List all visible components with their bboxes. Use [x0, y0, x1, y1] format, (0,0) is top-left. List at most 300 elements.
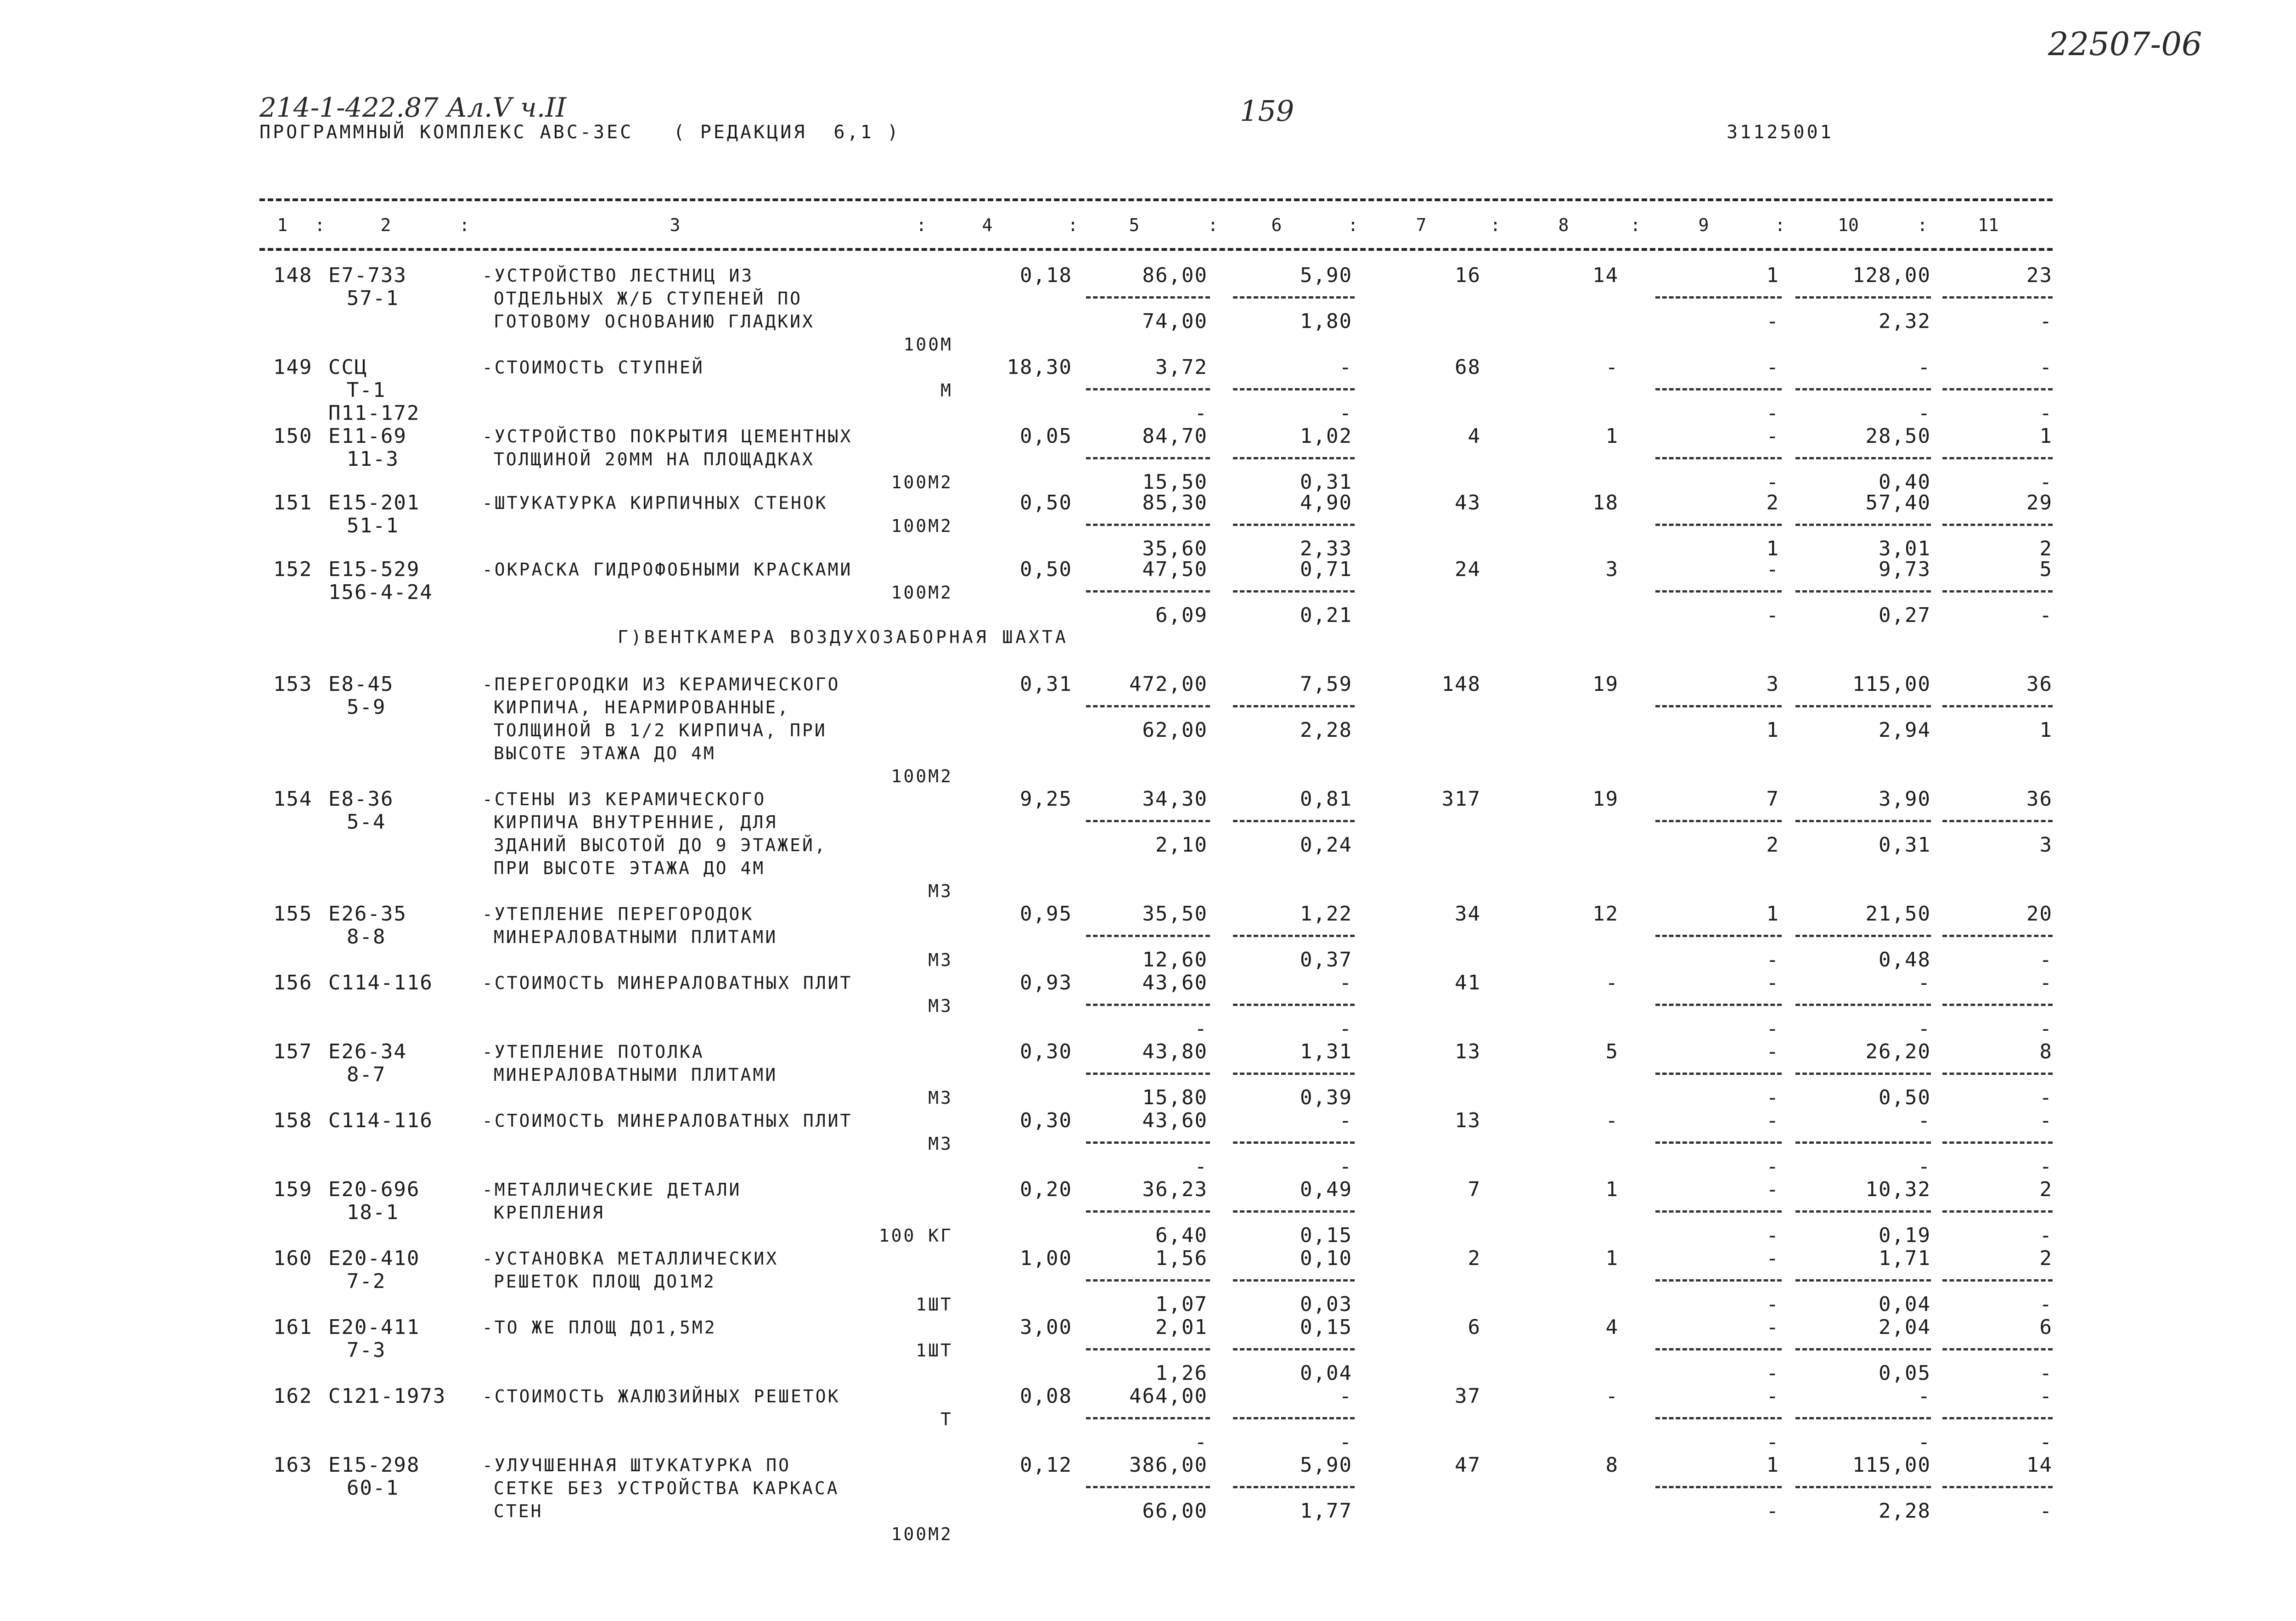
col9-value: -: [1766, 1040, 1779, 1063]
col6-sub-value: 0,15: [1300, 1224, 1352, 1247]
col4-quantity: 0,30: [1020, 1040, 1072, 1063]
col9-value: -: [1766, 1316, 1779, 1339]
col4-quantity: 1,00: [1020, 1247, 1072, 1270]
column-separator: :: [315, 215, 325, 235]
subtotal-dash-line: [1655, 935, 1782, 937]
col7-value: 24: [1455, 558, 1481, 581]
norm-code: 51-1: [347, 514, 399, 537]
subtotal-dash-line: [1942, 524, 2053, 526]
work-description: -СТОИМОСТЬ СТУПНЕЙ: [482, 357, 704, 378]
subtotal-dash-line: [1086, 457, 1210, 459]
work-description: МИНЕРАЛОВАТНЫМИ ПЛИТАМИ: [494, 927, 778, 947]
col6-sub-value: 2,33: [1300, 537, 1352, 560]
col11-sub-value: -: [2039, 1155, 2053, 1178]
work-description: -ТО ЖЕ ПЛОЩ ДО1,5М2: [482, 1317, 717, 1338]
subtotal-dash-line: [1086, 1004, 1210, 1006]
subtotal-dash-line: [1655, 1486, 1782, 1488]
col9-value: 3: [1766, 672, 1779, 696]
col10-sub-value: 0,48: [1879, 948, 1931, 971]
col11-value: 6: [2039, 1316, 2053, 1339]
subtotal-dash-line: [1942, 1417, 2053, 1419]
col8-value: 5: [1605, 1040, 1619, 1063]
subtotal-dash-line: [1655, 1348, 1782, 1350]
col4-quantity: 0,08: [1020, 1384, 1072, 1408]
col9-sub-value: 2: [1766, 833, 1779, 857]
col5-value: 86,00: [1142, 264, 1208, 287]
col8-value: 1: [1605, 1178, 1619, 1201]
column-separator: :: [1490, 215, 1501, 235]
work-description: -ШТУКАТУРКА КИРПИЧНЫХ СТЕНОК: [482, 493, 828, 513]
col10-value: 10,32: [1865, 1178, 1931, 1201]
col5-value: 3,72: [1155, 356, 1208, 379]
col8-value: 8: [1605, 1453, 1619, 1477]
row-number: 151: [273, 491, 313, 514]
subtotal-dash-line: [1655, 1210, 1782, 1213]
col9-value: 1: [1766, 902, 1779, 926]
col8-value: 12: [1593, 902, 1619, 926]
work-description: ГОТОВОМУ ОСНОВАНИЮ ГЛАДКИХ: [494, 311, 815, 332]
subtotal-dash-line: [1233, 1279, 1355, 1282]
norm-code: Е8-36: [328, 787, 394, 811]
row-number: 152: [273, 558, 313, 581]
col5-sub-value: 35,60: [1142, 537, 1208, 560]
subtotal-dash-line: [1233, 1417, 1355, 1419]
subtotal-dash-line: [1795, 820, 1931, 822]
work-description: ТОЛЩИНОЙ В 1/2 КИРПИЧА, ПРИ: [494, 720, 827, 740]
subtotal-dash-line: [1233, 1348, 1355, 1350]
column-header-1: 1: [277, 215, 288, 235]
col4-quantity: 0,31: [1020, 672, 1072, 696]
subtotal-dash-line: [1233, 590, 1355, 593]
work-description: СЕТКЕ БЕЗ УСТРОЙСТВА КАРКАСА: [494, 1478, 839, 1498]
subtotal-dash-line: [1795, 457, 1931, 459]
col8-value: 19: [1593, 787, 1619, 811]
norm-code: 60-1: [347, 1476, 399, 1500]
subtotal-dash-line: [1795, 935, 1931, 937]
subtotal-dash-line: [1086, 1073, 1210, 1075]
subtotal-dash-line: [1086, 1348, 1210, 1350]
subtotal-dash-line: [1233, 388, 1355, 390]
norm-code: 7-3: [347, 1339, 386, 1362]
col8-value: 18: [1593, 491, 1619, 514]
col11-value: 1: [2039, 424, 2053, 448]
col10-value: 128,00: [1852, 264, 1931, 287]
col6-sub-value: 0,04: [1300, 1361, 1352, 1385]
col11-sub-value: -: [2039, 948, 2053, 971]
subtotal-dash-line: [1233, 935, 1355, 937]
col10-sub-value: -: [1918, 401, 1931, 425]
col7-value: 34: [1455, 902, 1481, 926]
col11-value: 8: [2039, 1040, 2053, 1063]
column-separator: :: [1917, 215, 1928, 235]
row-number: 158: [273, 1109, 313, 1132]
col6-sub-value: -: [1339, 1430, 1352, 1454]
col11-sub-value: -: [2039, 1293, 2053, 1316]
col4-quantity: 0,30: [1020, 1109, 1072, 1132]
col9-value: 1: [1766, 264, 1779, 287]
norm-code: Е11-69: [328, 424, 407, 448]
subtotal-dash-line: [1086, 705, 1210, 707]
col4-quantity: 0,20: [1020, 1178, 1072, 1201]
subtotal-dash-line: [1942, 1486, 2053, 1488]
unit-of-measure: 100М2: [891, 472, 953, 492]
unit-of-measure: 1ШТ: [916, 1294, 953, 1315]
subtotal-dash-line: [1655, 820, 1782, 822]
col7-value: 4: [1468, 424, 1481, 448]
col5-sub-value: -: [1194, 1017, 1208, 1040]
table-row: [259, 558, 2053, 650]
col8-value: -: [1605, 971, 1619, 994]
col9-sub-value: -: [1766, 310, 1779, 333]
norm-code: Е8-45: [328, 672, 394, 696]
subtotal-dash-line: [1233, 296, 1355, 299]
col6-value: -: [1339, 1384, 1352, 1408]
col10-value: 115,00: [1852, 672, 1931, 696]
norm-code: 18-1: [347, 1201, 399, 1224]
col9-value: 2: [1766, 491, 1779, 514]
unit-of-measure: 1ШТ: [916, 1340, 953, 1361]
col6-sub-value: 0,21: [1300, 604, 1352, 627]
subtotal-dash-line: [1655, 296, 1782, 299]
col7-value: 317: [1441, 787, 1481, 811]
work-description: -МЕТАЛЛИЧЕСКИЕ ДЕТАЛИ: [482, 1180, 742, 1200]
subtotal-dash-line: [1942, 457, 2053, 459]
table-row: [259, 672, 2053, 786]
subtotal-dash-line: [1233, 1004, 1355, 1006]
norm-code: Е15-298: [328, 1453, 420, 1477]
col8-value: 1: [1605, 1247, 1619, 1270]
col11-sub-value: -: [2039, 1086, 2053, 1109]
col10-value: -: [1918, 971, 1931, 994]
col10-value: 1,71: [1879, 1247, 1931, 1270]
col9-value: -: [1766, 356, 1779, 379]
unit-of-measure: 100М: [903, 334, 953, 355]
column-separator: :: [1348, 215, 1358, 235]
col11-sub-value: -: [2039, 1224, 2053, 1247]
work-description: -СТЕНЫ ИЗ КЕРАМИЧЕСКОГО: [482, 789, 766, 809]
row-number: 149: [273, 356, 313, 379]
col5-sub-value: 1,26: [1155, 1361, 1208, 1385]
col9-sub-value: -: [1766, 1430, 1779, 1454]
col10-sub-value: -: [1918, 1155, 1931, 1178]
col6-sub-value: 0,03: [1300, 1293, 1352, 1316]
norm-code: Е20-410: [328, 1247, 420, 1270]
norm-code: Е26-34: [328, 1040, 407, 1063]
work-description: ПРИ ВЫСОТЕ ЭТАЖА ДО 4М: [494, 858, 765, 878]
col9-value: -: [1766, 1109, 1779, 1132]
col5-value: 472,00: [1129, 672, 1208, 696]
row-number: 148: [273, 264, 313, 287]
col10-sub-value: 0,40: [1879, 470, 1931, 494]
subtotal-dash-line: [1942, 1279, 2053, 1282]
norm-code: 57-1: [347, 287, 399, 310]
subtotal-dash-line: [1655, 524, 1782, 526]
subtotal-dash-line: [1942, 1210, 2053, 1213]
unit-of-measure: М3: [928, 1088, 953, 1108]
col5-sub-value: 12,60: [1142, 948, 1208, 971]
col4-quantity: 3,00: [1020, 1316, 1072, 1339]
col11-sub-value: 2: [2039, 537, 2053, 560]
subtotal-dash-line: [1086, 820, 1210, 822]
norm-code: Е15-201: [328, 491, 420, 514]
col9-value: -: [1766, 558, 1779, 581]
work-description: -ОКРАСКА ГИДРОФОБНЫМИ КРАСКАМИ: [482, 559, 853, 580]
subtotal-dash-line: [1795, 296, 1931, 299]
col10-value: 57,40: [1865, 491, 1931, 514]
col10-value: 115,00: [1852, 1453, 1931, 1477]
work-description: -СТОИМОСТЬ МИНЕРАЛОВАТНЫХ ПЛИТ: [482, 973, 853, 993]
col5-value: 43,80: [1142, 1040, 1208, 1063]
column-header-7: 7: [1416, 215, 1427, 235]
subtotal-dash-line: [1655, 590, 1782, 593]
subtotal-dash-line: [1795, 1279, 1931, 1282]
subtotal-dash-line: [1086, 296, 1210, 299]
col5-sub-value: -: [1194, 1430, 1208, 1454]
row-number: 160: [273, 1247, 313, 1270]
col10-value: 9,73: [1879, 558, 1931, 581]
subtotal-dash-line: [1795, 1004, 1931, 1006]
col4-quantity: 9,25: [1020, 787, 1072, 811]
norm-code: 8-8: [347, 925, 386, 949]
col6-sub-value: 1,80: [1300, 310, 1352, 333]
table-row: [259, 1454, 2053, 1546]
col11-value: 20: [2026, 902, 2053, 926]
subtotal-dash-line: [1655, 1073, 1782, 1075]
col6-sub-value: -: [1339, 1017, 1352, 1040]
subtotal-dash-line: [1086, 1210, 1210, 1213]
col7-value: 2: [1468, 1247, 1481, 1270]
unit-of-measure: М3: [928, 881, 953, 901]
col7-value: 13: [1455, 1109, 1481, 1132]
col5-value: 43,60: [1142, 1109, 1208, 1132]
norm-code: 5-9: [347, 695, 386, 719]
subtotal-dash-line: [1233, 1486, 1355, 1488]
col6-value: 0,10: [1300, 1247, 1352, 1270]
col4-quantity: 0,05: [1020, 424, 1072, 448]
unit-of-measure: 100М2: [891, 516, 953, 536]
col5-sub-value: -: [1194, 401, 1208, 425]
col8-value: 19: [1593, 672, 1619, 696]
norm-code: Е15-529: [328, 558, 420, 581]
col6-value: 1,31: [1300, 1040, 1352, 1063]
work-description: ТОЛЩИНОЙ 20ММ НА ПЛОЩАДКАХ: [494, 449, 815, 469]
col8-value: -: [1605, 356, 1619, 379]
col8-value: 3: [1605, 558, 1619, 581]
subtotal-dash-line: [1655, 1279, 1782, 1282]
col6-sub-value: 1,77: [1300, 1499, 1352, 1523]
col11-value: 5: [2039, 558, 2053, 581]
work-description: -ПЕРЕГОРОДКИ ИЗ КЕРАМИЧЕСКОГО: [482, 674, 840, 695]
col10-sub-value: 2,32: [1879, 310, 1931, 333]
subtotal-dash-line: [1233, 820, 1355, 822]
work-description: -УТЕПЛЕНИЕ ПЕРЕГОРОДОК: [482, 904, 754, 924]
work-description: КИРПИЧА, НЕАРМИРОВАННЫЕ,: [494, 697, 790, 717]
subtotal-dash-line: [1655, 705, 1782, 707]
page-number: 159: [1240, 94, 1294, 128]
col11-sub-value: -: [2039, 1361, 2053, 1385]
row-number: 161: [273, 1316, 313, 1339]
col4-quantity: 18,30: [1007, 356, 1072, 379]
column-separator: :: [1208, 215, 1218, 235]
norm-code: 7-2: [347, 1270, 386, 1293]
col11-value: 23: [2026, 264, 2053, 287]
subtotal-dash-line: [1795, 1348, 1931, 1350]
column-header-11: 11: [1978, 215, 1999, 235]
col6-sub-value: 2,28: [1300, 718, 1352, 742]
subtotal-dash-line: [1655, 1004, 1782, 1006]
section-title: Г)ВЕНТКАМЕРА ВОЗДУХОЗАБОРНАЯ ШАХТА: [618, 627, 1069, 647]
subtotal-dash-line: [1233, 1073, 1355, 1075]
column-header-10: 10: [1838, 215, 1859, 235]
col10-sub-value: 0,05: [1879, 1361, 1931, 1385]
norm-code: 5-4: [347, 810, 386, 834]
column-header-9: 9: [1698, 215, 1709, 235]
col7-value: 7: [1468, 1178, 1481, 1201]
norm-code: Е20-411: [328, 1316, 420, 1339]
column-header-8: 8: [1558, 215, 1569, 235]
col6-value: 5,90: [1300, 264, 1352, 287]
column-header-4: 4: [982, 215, 993, 235]
col9-sub-value: 1: [1766, 718, 1779, 742]
col5-sub-value: 2,10: [1155, 833, 1208, 857]
col5-value: 84,70: [1142, 424, 1208, 448]
subtotal-dash-line: [1942, 820, 2053, 822]
col6-value: 0,15: [1300, 1316, 1352, 1339]
col10-sub-value: -: [1918, 1017, 1931, 1040]
col7-value: 37: [1455, 1384, 1481, 1408]
unit-of-measure: 100М2: [891, 766, 953, 786]
col5-value: 1,56: [1155, 1247, 1208, 1270]
column-header-6: 6: [1271, 215, 1282, 235]
col10-sub-value: 3,01: [1879, 537, 1931, 560]
col9-sub-value: -: [1766, 470, 1779, 494]
col6-sub-value: -: [1339, 1155, 1352, 1178]
subtotal-dash-line: [1233, 1141, 1355, 1144]
col10-value: 2,04: [1879, 1316, 1931, 1339]
work-description: -УСТРОЙСТВО ПОКРЫТИЯ ЦЕМЕНТНЫХ: [482, 426, 853, 446]
norm-code: Т-1: [347, 378, 386, 402]
subtotal-dash-line: [1655, 1141, 1782, 1144]
row-number: 155: [273, 902, 313, 926]
unit-of-measure: М: [940, 380, 953, 401]
col8-value: -: [1605, 1384, 1619, 1408]
col6-value: 0,71: [1300, 558, 1352, 581]
col6-sub-value: 0,37: [1300, 948, 1352, 971]
col10-sub-value: 0,27: [1879, 604, 1931, 627]
col7-value: 16: [1455, 264, 1481, 287]
col6-value: -: [1339, 1109, 1352, 1132]
row-number: 162: [273, 1384, 313, 1408]
table-row: [259, 787, 2053, 901]
col5-value: 85,30: [1142, 491, 1208, 514]
norm-code: 156-4-24: [328, 581, 433, 604]
col5-sub-value: 74,00: [1142, 310, 1208, 333]
subtotal-dash-line: [1086, 590, 1210, 593]
col11-value: 14: [2026, 1453, 2053, 1477]
col4-quantity: 0,18: [1020, 264, 1072, 287]
subtotal-dash-line: [1655, 1417, 1782, 1419]
subtotal-dash-line: [1655, 388, 1782, 390]
col6-value: 0,49: [1300, 1178, 1352, 1201]
norm-code: 8-7: [347, 1063, 386, 1086]
col9-value: 1: [1766, 1453, 1779, 1477]
subtotal-dash-line: [1795, 524, 1931, 526]
work-description: -УЛУЧШЕННАЯ ШТУКАТУРКА ПО: [482, 1455, 791, 1475]
norm-code: Е7-733: [328, 264, 407, 287]
work-description: ВЫСОТЕ ЭТАЖА ДО 4М: [494, 743, 716, 763]
subtotal-dash-line: [1942, 388, 2053, 390]
col9-sub-value: -: [1766, 1086, 1779, 1109]
col7-value: 6: [1468, 1316, 1481, 1339]
col5-value: 2,01: [1155, 1316, 1208, 1339]
col10-value: 21,50: [1865, 902, 1931, 926]
subtotal-dash-line: [1233, 1210, 1355, 1213]
work-description: ЗДАНИЙ ВЫСОТОЙ ДО 9 ЭТАЖЕЙ,: [494, 835, 827, 855]
col10-value: -: [1918, 1109, 1931, 1132]
subtotal-dash-line: [1086, 524, 1210, 526]
col6-sub-value: -: [1339, 401, 1352, 425]
subtotal-dash-line: [1942, 590, 2053, 593]
col10-value: 26,20: [1865, 1040, 1931, 1063]
norm-code: Е26-35: [328, 902, 407, 926]
row-number: 150: [273, 424, 313, 448]
col10-sub-value: -: [1918, 1430, 1931, 1454]
subtotal-dash-line: [1795, 388, 1931, 390]
col5-value: 34,30: [1142, 787, 1208, 811]
col4-quantity: 0,95: [1020, 902, 1072, 926]
subtotal-dash-line: [1086, 388, 1210, 390]
col10-sub-value: 0,19: [1879, 1224, 1931, 1247]
column-separator: :: [1068, 215, 1078, 235]
col5-sub-value: 62,00: [1142, 718, 1208, 742]
work-description: ОТДЕЛЬНЫХ Ж/Б СТУПЕНЕЙ ПО: [494, 288, 802, 309]
work-description: МИНЕРАЛОВАТНЫМИ ПЛИТАМИ: [494, 1065, 778, 1085]
subtotal-dash-line: [1795, 1210, 1931, 1213]
registration-number: 31125001: [1727, 122, 1834, 143]
col10-sub-value: 0,50: [1879, 1086, 1931, 1109]
col8-value: 4: [1605, 1316, 1619, 1339]
col9-sub-value: -: [1766, 1499, 1779, 1523]
subtotal-dash-line: [1086, 1141, 1210, 1144]
col9-value: -: [1766, 424, 1779, 448]
col11-sub-value: 3: [2039, 833, 2053, 857]
col10-sub-value: 2,94: [1879, 718, 1931, 742]
subtotal-dash-line: [1942, 1348, 2053, 1350]
subtotal-dash-line: [1795, 705, 1931, 707]
subtotal-dash-line: [1795, 1417, 1931, 1419]
col10-sub-value: 2,28: [1879, 1499, 1931, 1523]
subtotal-dash-line: [1795, 1073, 1931, 1075]
unit-of-measure: М3: [928, 1134, 953, 1154]
col5-sub-value: 66,00: [1142, 1499, 1208, 1523]
column-header-2: 2: [380, 215, 391, 235]
column-separator: :: [1775, 215, 1785, 235]
col7-value: 148: [1441, 672, 1481, 696]
col9-value: -: [1766, 1178, 1779, 1201]
col11-sub-value: -: [2039, 401, 2053, 425]
column-header-row: [259, 215, 2053, 243]
col5-value: 47,50: [1142, 558, 1208, 581]
col11-sub-value: -: [2039, 1499, 2053, 1523]
col11-sub-value: -: [2039, 1430, 2053, 1454]
subtotal-dash-line: [1795, 590, 1931, 593]
column-separator: :: [916, 215, 927, 235]
row-number: 153: [273, 672, 313, 696]
col9-sub-value: -: [1766, 1361, 1779, 1385]
norm-code: П11-172: [328, 401, 420, 425]
unit-of-measure: 100М2: [891, 1524, 953, 1544]
unit-of-measure: 100М2: [891, 582, 953, 603]
